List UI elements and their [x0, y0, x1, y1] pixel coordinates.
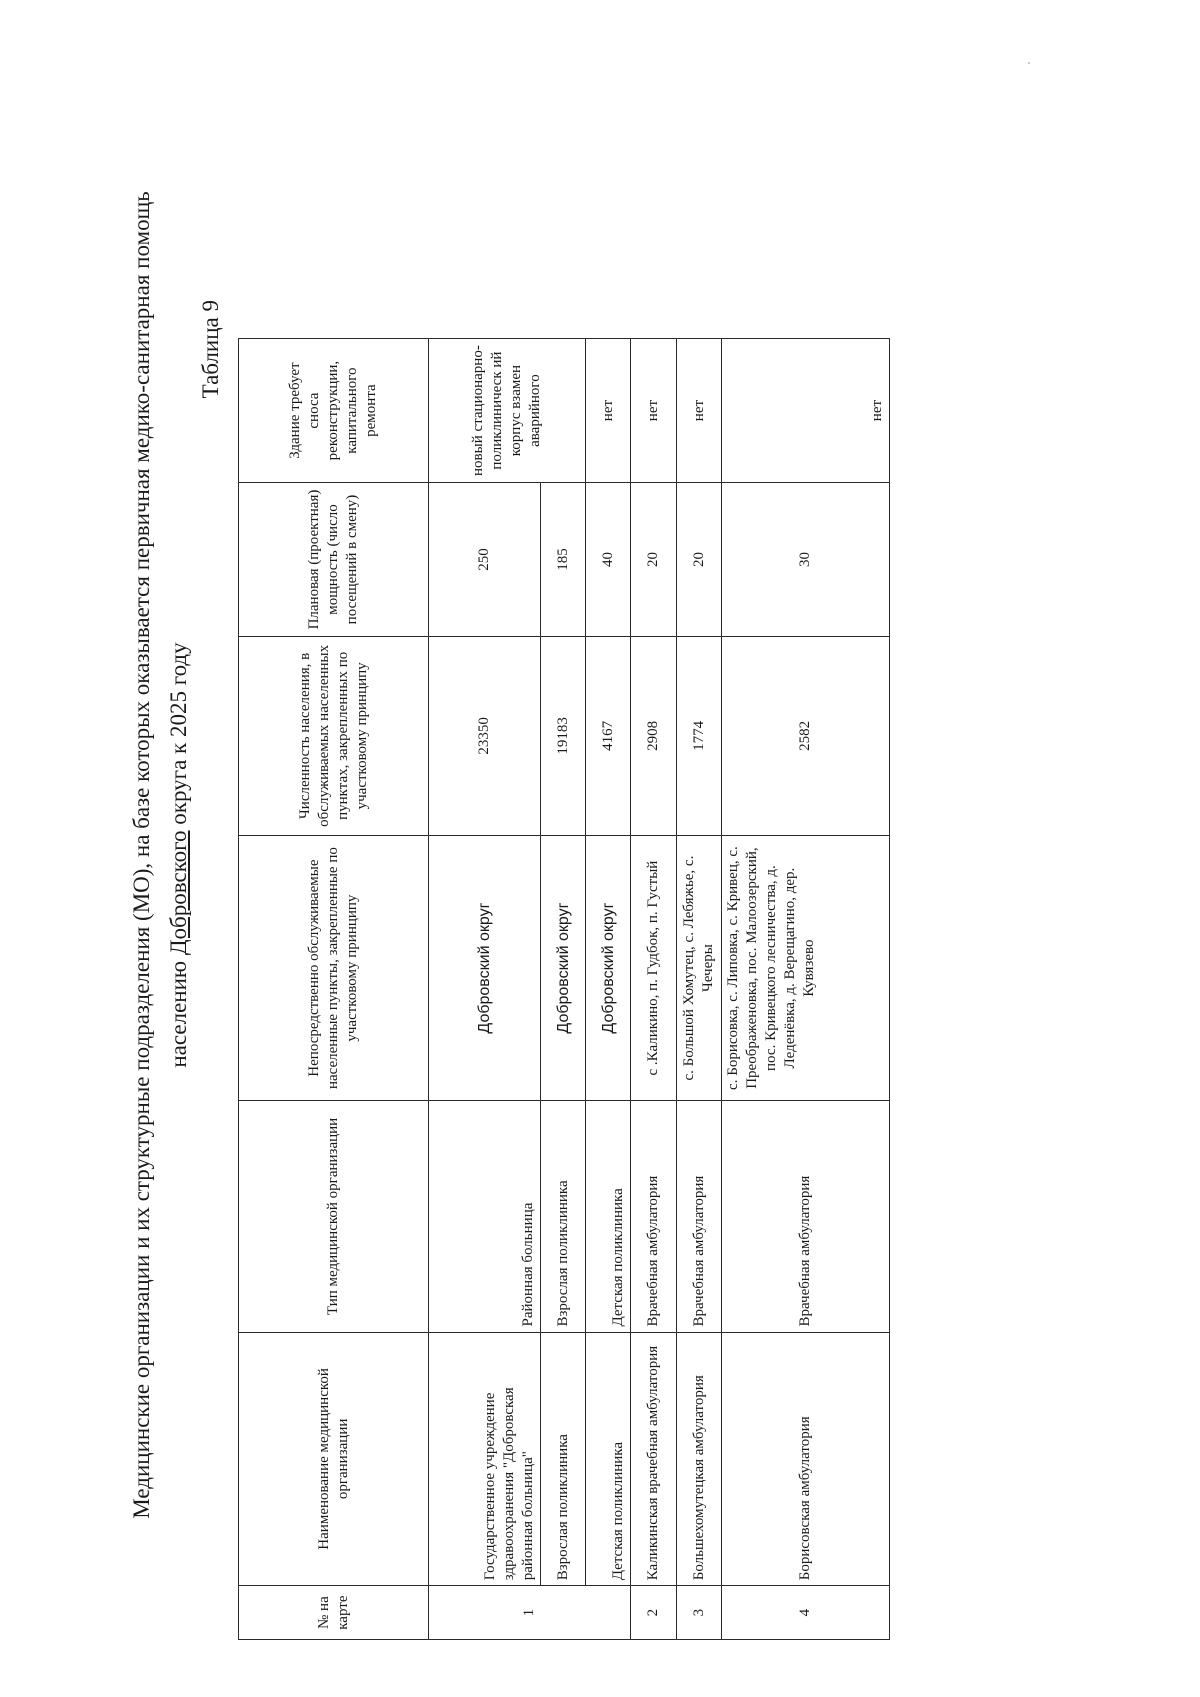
- cell-org-type: Врачебная амбулатория: [677, 1101, 722, 1332]
- cell-served-settlements: с. Борисовка, с. Липовка, с. Кривец, с. Преображеновка, пос. Малоозерский, пос. Кривецкого лесничества, д. Леденёвка, д. Верещагино, дер. Кувязево: [722, 835, 890, 1101]
- cell-capacity: 40: [586, 483, 631, 637]
- cell-demolition: нет: [586, 339, 631, 483]
- cell-map-number: 3: [677, 1586, 722, 1640]
- cell-served-settlements: Добровский округ: [429, 835, 541, 1101]
- cell-map-number: 1: [429, 1586, 631, 1640]
- cell-population: 2582: [722, 636, 890, 835]
- cell-map-number: 2: [631, 1586, 677, 1640]
- cell-org-name: Борисовская амбулатория: [722, 1332, 890, 1586]
- rotated-sheet: [105, 95, 1095, 1655]
- cell-population: 2908: [631, 636, 677, 835]
- cell-map-number: 4: [722, 1586, 890, 1640]
- scan-speck: [1028, 62, 1030, 64]
- cell-served-settlements: Добровский округ: [586, 835, 631, 1101]
- header-org-type: Тип медицинской организации: [239, 1101, 429, 1332]
- cell-demolition: нет: [631, 339, 677, 483]
- cell-capacity: 20: [631, 483, 677, 637]
- table-row: [677, 339, 722, 1640]
- cell-org-type: Врачебная амбулатория: [722, 1101, 890, 1332]
- document-title-line-2: [165, 75, 193, 1635]
- table-number-label: Таблица 9: [198, 300, 223, 399]
- cell-served-settlements: Добровский округ: [541, 835, 586, 1101]
- title-district-underlined: Добровского: [166, 830, 191, 956]
- cell-population: 19183: [541, 636, 586, 835]
- document-title-line-1: Медицинские организации и их структурные подразделения (МО), на базе которых оказывается первичная медико-санитарная помощь: [129, 191, 154, 1519]
- table-header-row: [239, 339, 429, 1640]
- cell-capacity: 185: [541, 483, 586, 637]
- cell-org-name: Взрослая поликлиника: [541, 1332, 586, 1586]
- cell-org-name: Большехомутецкая амбулатория: [677, 1332, 722, 1586]
- cell-org-name: Детская поликлиника: [586, 1332, 631, 1586]
- table-row: [429, 339, 541, 1640]
- cell-org-type: Детская поликлиника: [586, 1101, 631, 1332]
- cell-capacity: 20: [677, 483, 722, 637]
- title-prefix: населению: [166, 955, 191, 1068]
- cell-demolition: нет: [722, 339, 890, 483]
- table-row: [722, 339, 890, 1640]
- cell-org-type: Районная больница: [429, 1101, 541, 1332]
- cell-demolition: новый стационарно-поликлиническ ий корпус взамен аварийного: [429, 339, 586, 483]
- cell-population: 23350: [429, 636, 541, 835]
- cell-org-name: Каликинская врачебная амбулатория: [631, 1332, 677, 1586]
- cell-population: 4167: [586, 636, 631, 835]
- title-suffix: округа к 2025 году: [166, 642, 191, 831]
- table-row: [631, 339, 677, 1640]
- cell-org-type: Взрослая поликлиника: [541, 1101, 586, 1332]
- cell-demolition: нет: [677, 339, 722, 483]
- cell-capacity: 250: [429, 483, 541, 637]
- header-org-name: Наименование медицинской организации: [239, 1332, 429, 1586]
- table-row: [541, 339, 586, 1640]
- table-row: [586, 339, 631, 1640]
- header-served-settlements: Непосредственно обслуживаемые населенные пункты, закрепленные по участковому принципу: [239, 835, 429, 1101]
- header-capacity: Плановая (проектная) мощность (число посещений в смену): [239, 483, 429, 637]
- cell-capacity: 30: [722, 483, 890, 637]
- cell-org-name: Государственное учреждение здравоохранения "Добровская районная больница": [429, 1332, 541, 1586]
- cell-population: 1774: [677, 636, 722, 835]
- cell-org-type: Врачебная амбулатория: [631, 1101, 677, 1332]
- cell-served-settlements: с. Большой Хомутец, с. Лебяжье, с. Чечеры: [677, 835, 722, 1101]
- header-demolition: Здание требует сноса реконструкции, капитального ремонта: [239, 339, 429, 483]
- medical-organizations-table: [238, 338, 890, 1640]
- cell-served-settlements: с .Каликино, п. Гудбок, п. Густый: [631, 835, 677, 1101]
- header-map-number: № на карте: [239, 1586, 429, 1640]
- header-population: Численность населения, в обслуживаемых населенных пунктах, закрепленных по участковому принципу: [239, 636, 429, 835]
